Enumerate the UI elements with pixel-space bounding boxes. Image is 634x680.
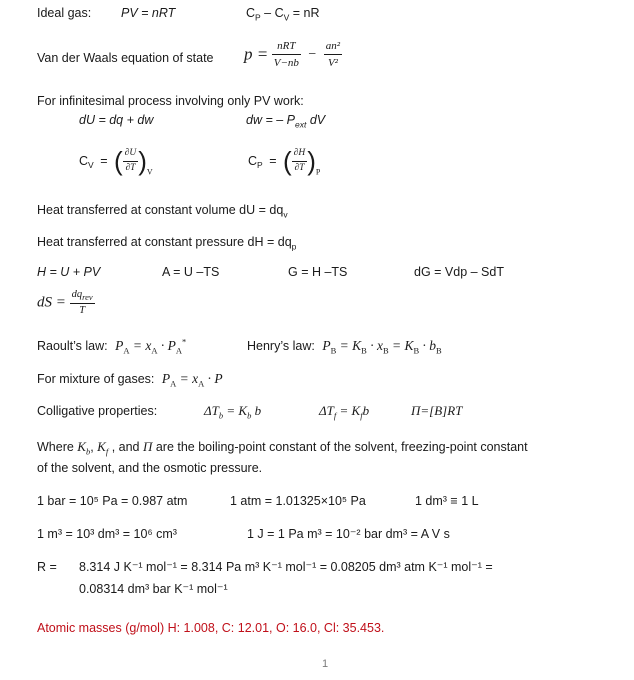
first-law-equation: dU = dq + dw [79,113,154,127]
cv-partial-denominator: ∂T [125,162,136,173]
pv-work-label: For infinitesimal process involving only PV work: [37,94,304,108]
helmholtz-definition: A = U –TS [162,265,220,279]
nr-rhs: = nR [289,6,320,20]
vdw-label: Van der Waals equation of state [37,51,214,65]
heat-constant-volume-subscript: v [283,209,288,220]
raoult-law [37,336,187,356]
cp-definition-symbol: C [248,153,258,168]
atomic-masses: Atomic masses (g/mol) H: 1.008, C: 12.01, O: 16.0, Cl: 35.453. [37,621,385,635]
entropy-fraction [70,290,95,316]
heat-capacity-difference [246,6,320,23]
henry-law [247,338,442,356]
enthalpy-definition: H = U + PV [37,265,101,279]
dw-suffix: dV [306,113,326,127]
cp-definition-subscript: P [257,159,263,170]
boiling-point-elevation: $\Delta T_b = K_b$ b [204,403,262,421]
cv-symbol: – C [260,6,284,20]
gibbs-differential: dG = Vdp – SdT [414,265,504,279]
entropy-denominator: T [79,304,86,316]
vdw-fraction-2-denominator: V² [327,57,338,70]
gibbs-definition: G = H –TS [288,265,348,279]
raoult-equation: $P_A = x_A \cdot P_A^*$ [115,336,187,356]
gas-mixture [37,371,223,389]
unit-bar: 1 bar = 10⁵ Pa = 0.987 atm [37,494,188,508]
ideal-gas-equation: PV = nRT [121,6,176,20]
cp-equals: = [269,153,277,168]
gas-constant-label: R = [37,560,57,574]
vdw-fraction-2 [324,40,342,69]
dw-prefix: dw = – P [246,113,295,127]
entropy-definition [37,290,95,316]
kf-symbol: $K_f$ [97,439,109,457]
entropy-numerator-text: dq [71,289,83,300]
vdw-fraction-1-denominator: V−nb [273,57,299,70]
gas-constant-line-2: 0.08314 dm³ bar K⁻¹ mol⁻¹ [79,582,228,596]
entropy-numerator [70,290,95,304]
ideal-gas-label: Ideal gas: [37,6,92,20]
unit-m3: 1 m³ = 10³ dm³ = 10⁶ cm³ [37,527,177,541]
cv-partial-numerator: ∂U [123,149,139,162]
vdw-fraction-1-numerator: nRT [272,40,301,55]
unit-atm: 1 atm = 1.01325×10⁵ Pa [230,494,366,508]
vdw-equation [244,40,342,69]
pi-symbol: Π [142,439,153,454]
vdw-p: p = [244,44,269,64]
dalton-equation: $P_A = x_A \cdot P$ [161,371,223,389]
cp-subscript: P [255,12,261,23]
cv-definition-symbol: C [79,153,89,168]
cp-partial-denominator: ∂T [294,162,305,173]
entropy-numerator-subscript: rev [82,292,93,303]
freezing-point-depression: $\Delta T_f = K_fb$ [319,403,370,421]
cv-subscript: V [283,12,290,23]
gas-mixture-label: For mixture of gases: [37,372,155,386]
where-line-1: Where $K_b$, $K_f$ , and Π are the boiling-point constant of the solvent, freezing-point constant [37,439,528,457]
heat-constant-pressure [37,235,297,252]
heat-constant-volume-text: Heat transferred at constant volume dU = dq [37,203,284,217]
vdw-minus: − [308,46,317,62]
heat-constant-pressure-subscript: p [291,241,297,252]
vdw-fraction-1 [272,40,301,69]
cv-definition: $C_V$ = ( $\frac{\partial U}{\partial T}$ )$_V$ [79,146,153,177]
gas-constant-line-1: 8.314 J K⁻¹ mol⁻¹ = 8.314 Pa m³ K⁻¹ mol⁻¹ = 0.08205 dm³ atm K⁻¹ mol⁻¹ = [79,560,493,574]
entropy-lhs: dS = [37,294,66,311]
pv-work-equation [246,113,326,130]
henry-label: Henry’s law: [247,339,315,353]
page-number: 1 [322,658,329,670]
cv-equals: = [100,153,108,168]
cv-hold-subscript: V [146,167,153,177]
cp-hold-subscript: P [315,167,321,177]
henry-equation: $P_B = K_B \cdot x_B = K_B \cdot b_B$ [322,338,442,356]
cv-definition-subscript: V [88,159,94,170]
heat-constant-volume [37,203,288,220]
dw-ext-subscript: ext [295,119,307,130]
osmotic-pressure: Π=[B]RT [411,403,463,418]
unit-joule: 1 J = 1 Pa m³ = 10⁻² bar dm³ = A V s [247,527,450,541]
kb-symbol: $K_b$ [77,439,91,457]
colligative-label: Colligative properties: [37,404,158,418]
cp-symbol: C [246,6,256,20]
where-line-2: of the solvent, and the osmotic pressure. [37,461,263,475]
cp-partial-numerator: ∂H [292,149,308,162]
cp-partial-fraction [292,149,308,173]
vdw-fraction-2-numerator: an² [324,40,342,55]
cp-definition: $C_P$ = ( $\frac{\partial H}{\partial T}$ )$_P$ [248,146,321,177]
raoult-label: Raoult’s law: [37,339,108,353]
cv-partial-fraction [123,149,139,173]
heat-constant-pressure-text: Heat transferred at constant pressure dH = dq [37,235,292,249]
unit-dm3: 1 dm³ ≡ 1 L [415,494,479,508]
